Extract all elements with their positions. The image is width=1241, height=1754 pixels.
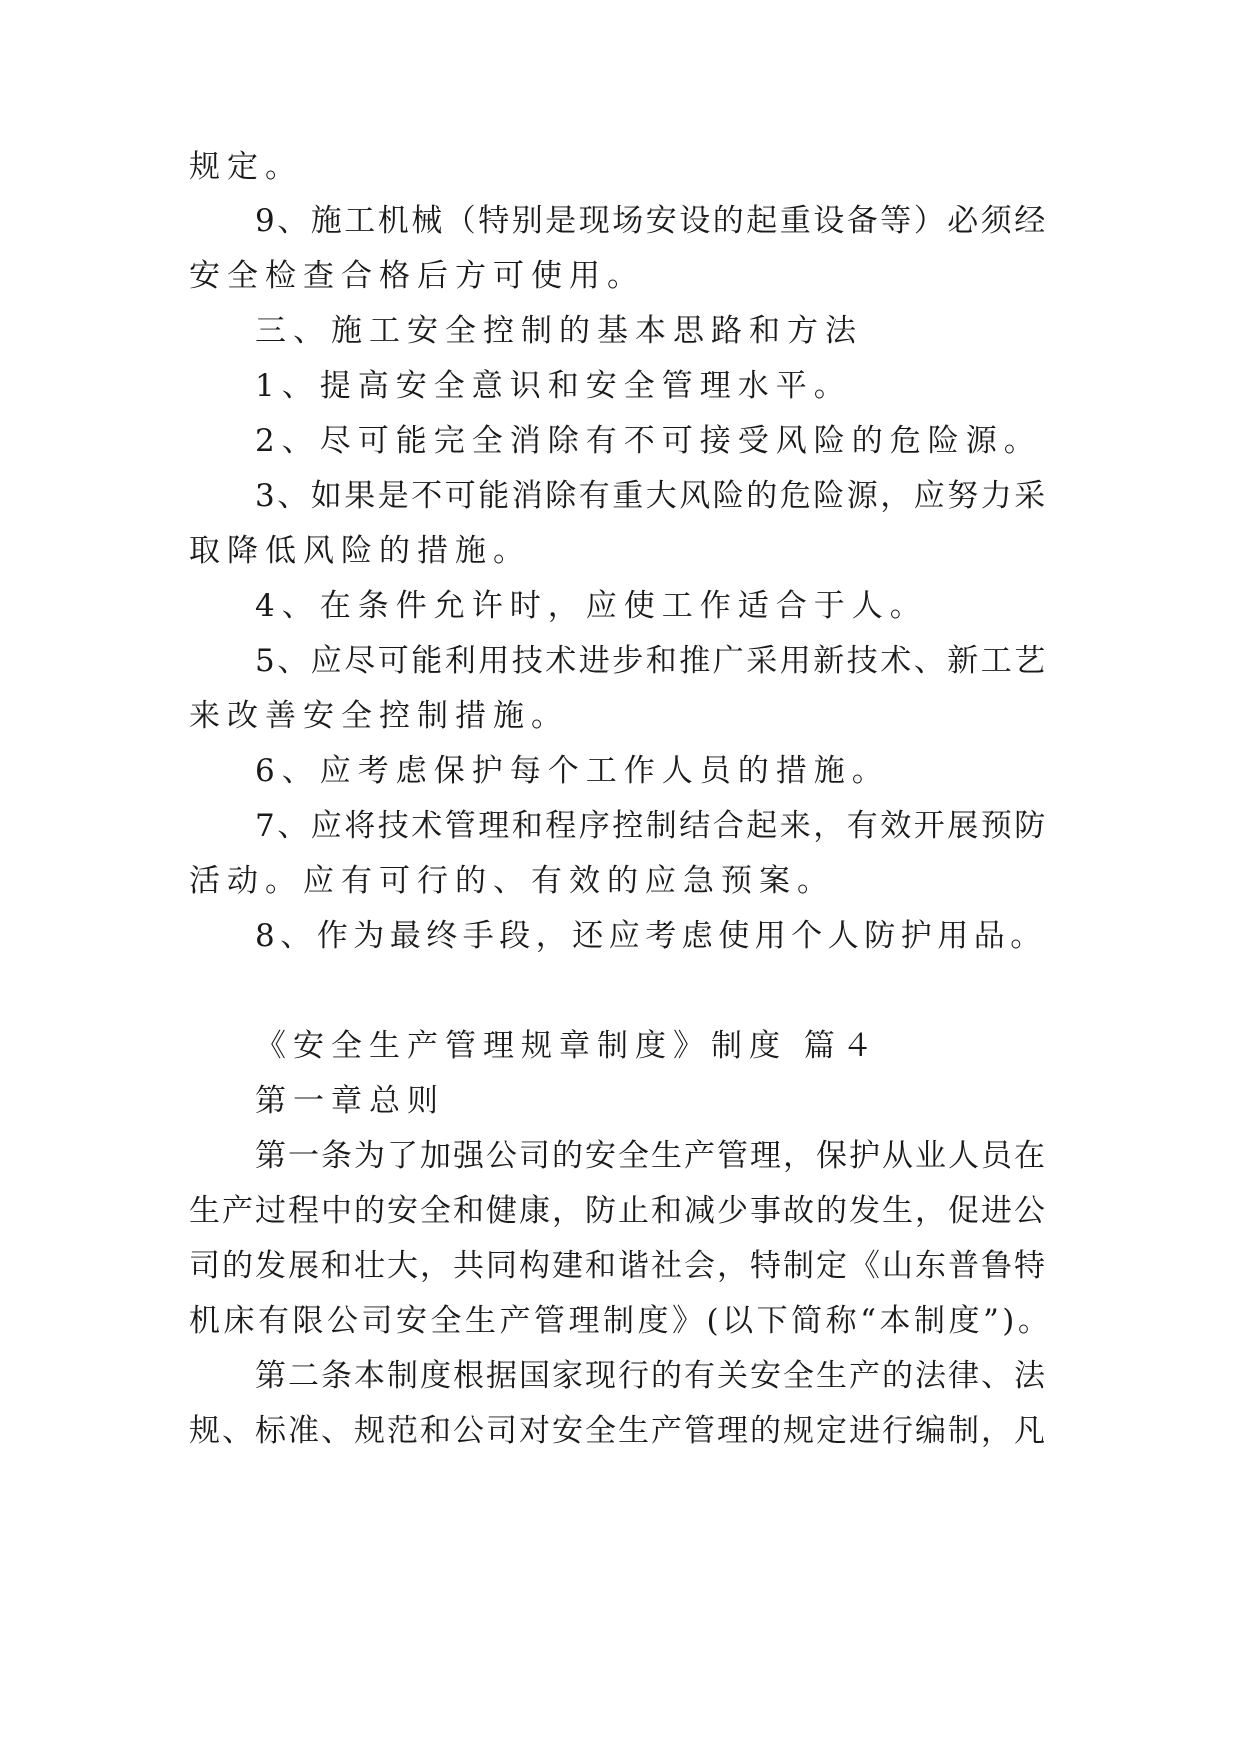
text-line: 取降低风险的措施。: [189, 533, 531, 569]
text-line: 规、标准、规范和公司对安全生产管理的规定进行编制，凡: [189, 1413, 1047, 1449]
text-line: 7、应将技术管理和程序控制结合起来，有效开展预防: [255, 808, 1048, 844]
chapter-heading: 第一章总则: [255, 1083, 445, 1119]
text-line: 机床有限公司安全生产管理制度》(以下简称“本制度”)。: [189, 1303, 1053, 1339]
text-line: 第二条本制度根据国家现行的有关安全生产的法律、法: [255, 1358, 1047, 1394]
text-line: 6、应考虑保护每个工作人员的措施。: [255, 753, 890, 789]
section-heading: 三、施工安全控制的基本思路和方法: [255, 313, 863, 349]
text-line: 生产过程中的安全和健康，防止和减少事故的发生，促进公: [189, 1193, 1047, 1229]
text-line: 9、施工机械（特别是现场安设的起重设备等）必须经: [255, 203, 1048, 239]
text-line: 活动。应有可行的、有效的应急预案。: [189, 863, 835, 899]
text-line: 司的发展和壮大，共同构建和谐社会，特制定《山东普鲁特: [189, 1248, 1047, 1284]
text-line: 3、如果是不可能消除有重大风险的危险源，应努力采: [255, 478, 1048, 514]
text-line: 规定。: [189, 149, 303, 185]
text-line: 来改善安全控制措施。: [189, 698, 569, 734]
article-title: 《安全生产管理规章制度》制度 篇４: [255, 1028, 880, 1064]
text-line: 1、提高安全意识和安全管理水平。: [255, 368, 852, 404]
text-line: 4、在条件允许时，应使工作适合于人。: [255, 588, 928, 624]
text-line: 安全检查合格后方可使用。: [189, 258, 645, 294]
text-line: 第一条为了加强公司的安全生产管理，保护从业人员在: [255, 1138, 1047, 1174]
text-line: 5、应尽可能利用技术进步和推广采用新技术、新工艺: [255, 643, 1048, 679]
text-line: 8、作为最终手段，还应考虑使用个人防护用品。: [255, 918, 1047, 954]
text-line: 2、尽可能完全消除有不可接受风险的危险源。: [255, 423, 1042, 459]
